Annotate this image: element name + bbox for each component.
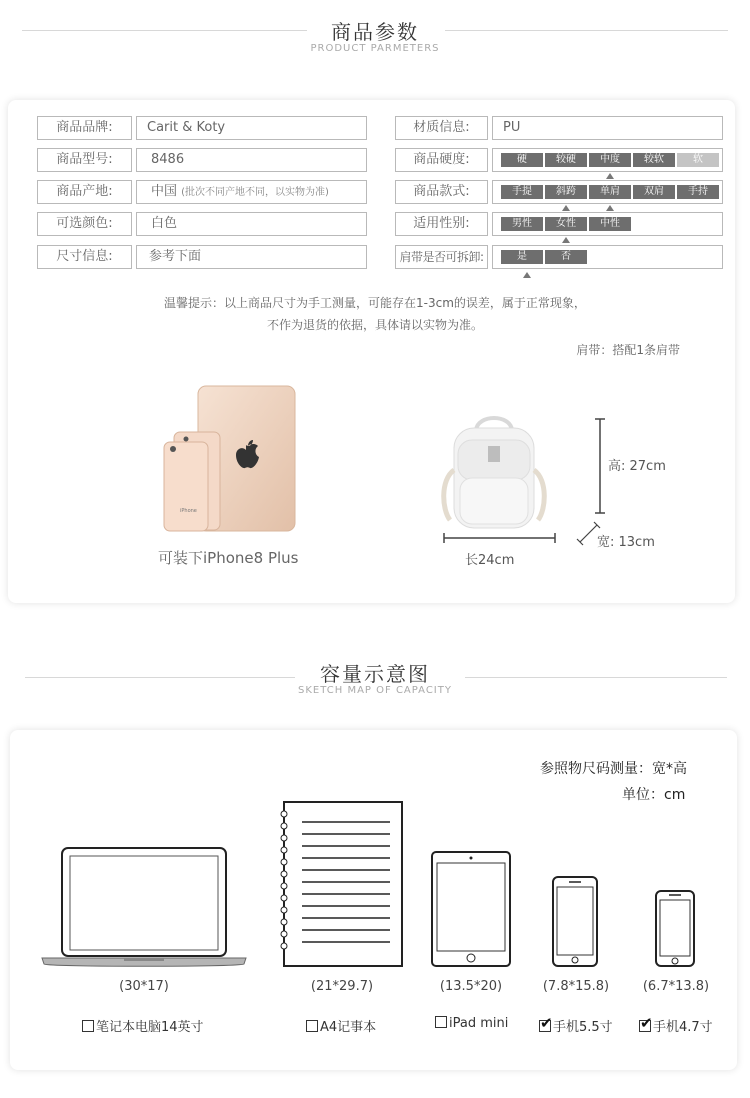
size-label: 尺寸信息: bbox=[37, 245, 132, 269]
strap-marker-icon bbox=[523, 272, 531, 278]
gender-option: 中性 bbox=[589, 217, 631, 231]
color-value: 白色 bbox=[136, 212, 367, 236]
params-subtitle: PRODUCT PARMETERS bbox=[310, 43, 440, 54]
hardness-option: 硬 bbox=[501, 153, 543, 167]
tablet-option bbox=[435, 1016, 508, 1031]
reference-line-2: 单位：cm bbox=[622, 787, 686, 803]
laptop-label: 笔记本电脑14英寸 bbox=[96, 1020, 204, 1035]
notebook-size: (21*29.7) bbox=[310, 979, 374, 994]
hardness-options bbox=[492, 148, 723, 172]
laptop-icon bbox=[40, 846, 248, 968]
reference-line-1: 参照物尺码测量：宽*高 bbox=[540, 761, 687, 777]
dimension-lines bbox=[440, 415, 670, 550]
style-option-selected: 斜跨 bbox=[545, 185, 587, 199]
params-title: 商品参数 bbox=[331, 20, 419, 44]
height-text: 高: 27cm bbox=[608, 459, 666, 474]
phone-large-size: (7.8*15.8) bbox=[542, 979, 610, 994]
phone-large-label: 手机5.5寸 bbox=[553, 1020, 613, 1035]
notebook-icon bbox=[276, 800, 404, 968]
phone-small-icon bbox=[654, 889, 696, 968]
phone-large-option bbox=[539, 1016, 613, 1035]
capacity-title: 容量示意图 bbox=[320, 662, 430, 686]
brand-value: Carit & Koty bbox=[136, 116, 367, 140]
unchecked-box-icon bbox=[306, 1020, 318, 1032]
strap-note: 肩带：搭配1条肩带 bbox=[576, 343, 680, 357]
color-label: 可选颜色: bbox=[37, 212, 132, 236]
laptop-size: (30*17) bbox=[119, 979, 169, 994]
model-value: 8486 bbox=[136, 148, 367, 172]
unchecked-box-icon bbox=[82, 1020, 94, 1032]
hardness-option-selected: 中度 bbox=[589, 153, 631, 167]
unchecked-box-icon bbox=[435, 1016, 447, 1028]
notebook-option bbox=[306, 1016, 376, 1035]
style-options bbox=[492, 180, 723, 204]
strap-options bbox=[492, 245, 723, 269]
style-option-selected: 单肩 bbox=[589, 185, 631, 199]
phone-small-size: (6.7*13.8) bbox=[642, 979, 710, 994]
gender-option: 男性 bbox=[501, 217, 543, 231]
laptop-option bbox=[82, 1016, 204, 1035]
depth-text: 宽: 13cm bbox=[597, 535, 655, 550]
tablet-icon bbox=[430, 850, 512, 968]
model-label: 商品型号: bbox=[37, 148, 132, 172]
style-option: 双肩 bbox=[633, 185, 675, 199]
strap-label: 肩带是否可拆卸: bbox=[395, 245, 488, 269]
origin-note: (批次不同产地不同，以实物为准) bbox=[181, 187, 329, 198]
tablet-label: iPad mini bbox=[449, 1016, 509, 1031]
checked-box-icon: ✔ bbox=[540, 1014, 553, 1032]
style-option: 手持 bbox=[677, 185, 719, 199]
tablet-size: (13.5*20) bbox=[439, 979, 503, 994]
svg-text:iPhone: iPhone bbox=[180, 508, 197, 514]
origin-value: 中国 bbox=[151, 184, 178, 199]
ipad-iphone-image bbox=[160, 382, 300, 534]
size-value: 参考下面 bbox=[136, 245, 367, 269]
style-option: 手提 bbox=[501, 185, 543, 199]
style-label: 商品款式: bbox=[395, 180, 488, 204]
notice-line-2: 不作为退货的依据，具体请以实物为准。 bbox=[266, 318, 483, 332]
checked-box-icon: ✔ bbox=[640, 1014, 653, 1032]
origin-value-box bbox=[136, 180, 367, 204]
style-marker-icon bbox=[606, 205, 614, 211]
width-text: 长24cm bbox=[465, 553, 515, 568]
strap-option-selected: 是 bbox=[501, 250, 543, 264]
gender-options bbox=[492, 212, 723, 236]
gender-label: 适用性别: bbox=[395, 212, 488, 236]
gender-marker-icon bbox=[562, 237, 570, 243]
fits-caption: 可装下iPhone8 Plus bbox=[158, 549, 299, 567]
hardness-marker-icon bbox=[606, 173, 614, 179]
hardness-option: 较硬 bbox=[545, 153, 587, 167]
hardness-label: 商品硬度: bbox=[395, 148, 488, 172]
gender-option-selected: 女性 bbox=[545, 217, 587, 231]
notice-line-1: 温馨提示：以上商品尺寸为手工测量，可能存在1-3cm的误差，属于正常现象， bbox=[164, 296, 586, 310]
phone-large-icon bbox=[551, 875, 599, 968]
phone-small-option bbox=[639, 1016, 713, 1035]
phone-small-label: 手机4.7寸 bbox=[653, 1020, 713, 1035]
brand-label: 商品品牌: bbox=[37, 116, 132, 140]
hardness-option: 较软 bbox=[633, 153, 675, 167]
capacity-subtitle: SKETCH MAP OF CAPACITY bbox=[298, 685, 452, 696]
material-value: PU bbox=[492, 116, 723, 140]
material-label: 材质信息: bbox=[395, 116, 488, 140]
origin-label: 商品产地: bbox=[37, 180, 132, 204]
hardness-option: 软 bbox=[677, 153, 719, 167]
style-marker-icon bbox=[562, 205, 570, 211]
notebook-label: A4记事本 bbox=[320, 1020, 377, 1035]
strap-option: 否 bbox=[545, 250, 587, 264]
